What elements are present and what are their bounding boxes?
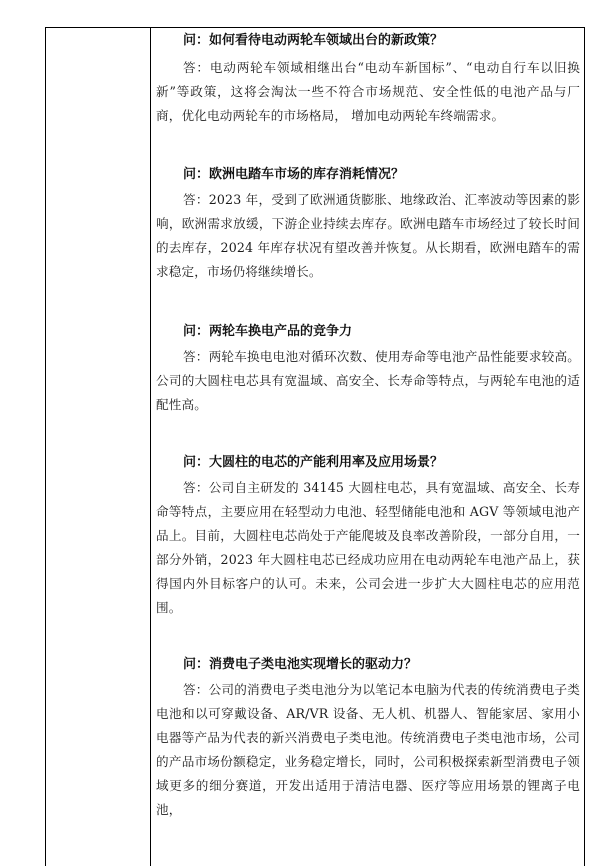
answer-text: 答：公司的消费电子类电池分为以笔记本电脑为代表的传统消费电子类电池和以可穿戴设备、AR/VR 设备、无人机、机器人、智能家居、家用小电器等产品为代表的新兴消费电子类电池。传统消费电子类电池市场，公司的产品市场份额稳定，业务稳定增长，同时，公司积极探索新型消费电子领域更多的细分赛道，开发出适用于清洁电器、医疗等应用场景的锂离子电池， xyxy=(156,682,580,817)
qa-item xyxy=(156,165,580,284)
answer-text: 答：两轮车换电电池对循环次数、使用寿命等电池产品性能要求较高。公司的大圆柱电芯具有宽温域、高安全、长寿命等特点，与两轮车电池的适配性高。 xyxy=(156,349,580,412)
table-right-border xyxy=(584,27,585,866)
question-text: 问：如何看待电动两轮车领域出台的新政策？ xyxy=(183,33,444,48)
qa-item xyxy=(156,655,580,822)
table-left-border xyxy=(45,27,46,866)
qa-content-cell xyxy=(156,28,580,822)
qa-item xyxy=(156,453,580,620)
table-column-divider xyxy=(150,27,151,866)
answer-text: 答：电动两轮车领域相继出台“电动车新国标”、“电动自行车以旧换新”等政策，这将会淘汰一些不符合市场规范、安全性低的电池产品与厂商，优化电动两轮车的市场格局， 增加电动两轮车终端需求。 xyxy=(156,60,580,123)
question-text: 问：两轮车换电产品的竞争力 xyxy=(183,324,353,339)
qa-item xyxy=(156,322,580,417)
answer-text: 答：公司自主研发的 34145 大圆柱电芯，具有宽温域、高安全、长寿命等特点，主要应用在轻型动力电池、轻型储能电池和 AGV 等领域电池产品上。目前，大圆柱电芯尚处于产能爬坡及良率改善阶段，一部分自用，一部分外销，2023 年大圆柱电芯已经成功应用在电动两轮车电池产品上，获得国内外目标客户的认可。未来，公司会进一步扩大大圆柱电芯的应用范围。 xyxy=(156,480,580,615)
question-text: 问：欧洲电踏车市场的库存消耗情况？ xyxy=(183,167,405,182)
question-text: 问：消费电子类电池实现增长的驱动力？ xyxy=(183,657,418,672)
qa-item xyxy=(156,31,580,128)
question-text: 问：大圆柱的电芯的产能利用率及应用场景？ xyxy=(183,455,444,470)
answer-text: 答：2023 年，受到了欧洲通货膨胀、地缘政治、汇率波动等因素的影响，欧洲需求放缓，下游企业持续去库存。欧洲电踏车市场经过了较长时间的去库存，2024 年库存状况有望改善并恢复。从长期看，欧洲电踏车的需求稳定，市场仍将继续增长。 xyxy=(156,192,580,279)
